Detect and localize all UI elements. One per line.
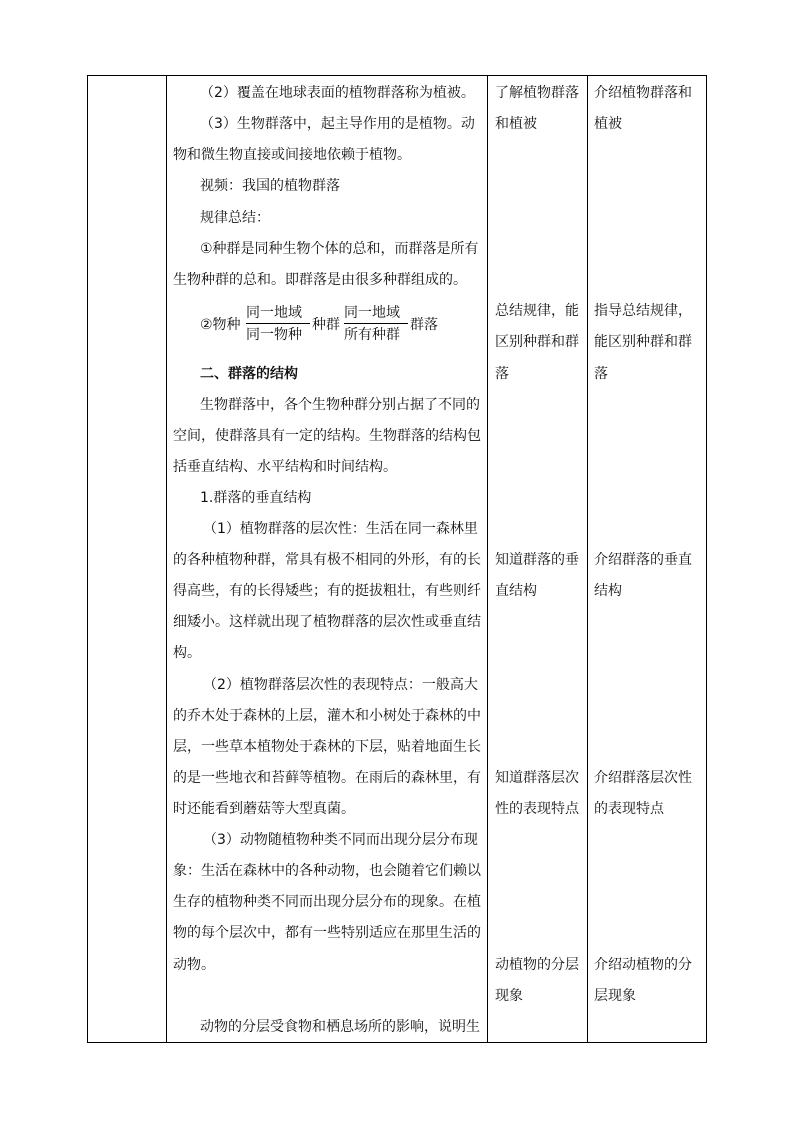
animal-layering-cause: 动物的分层受食物和栖息场所的影响，说明生 <box>200 1019 480 1035</box>
table-bottom-border <box>87 1042 707 1043</box>
formula-suffix: 群落 <box>410 317 438 333</box>
objective-2-line-1: 总结规律，能 <box>495 303 579 319</box>
objective-1-line-1: 了解植物群落 <box>495 85 579 101</box>
activity-3-line-2: 结构 <box>594 583 622 599</box>
activity-2-line-1: 指导总结规律， <box>594 303 692 319</box>
layer-features-line-2: 的乔木处于森林的上层，灌木和小树处于森林的中 <box>173 708 481 724</box>
activity-2-line-3: 落 <box>594 366 608 382</box>
layering-line-1: （1）植物群落的层次性：生活在同一森林里 <box>203 521 478 537</box>
activity-5-line-1: 介绍动植物的分 <box>594 957 692 973</box>
animal-layering-line-4: 物的每个层次中，都有一些特别适应在那里生活的 <box>173 925 481 941</box>
animal-layering-line-5: 动物。 <box>173 957 215 973</box>
summary-label: 规律总结： <box>200 210 270 226</box>
objective-4-line-2: 性的表现特点 <box>495 801 579 817</box>
animal-layering-line-2: 象：生活在森林中的各种动物，也会随着它们赖以 <box>173 863 481 879</box>
structure-intro-line-2: 空间，使群落具有一定的结构。生物群落的结构包 <box>173 428 481 444</box>
objective-5-line-2: 现象 <box>495 988 523 1004</box>
formula-prefix: ②物种 <box>200 317 241 333</box>
formula-fraction-1-bar <box>246 323 310 324</box>
layer-features-line-4: 的是一些地衣和苔藓等植物。在雨后的森林里，有 <box>173 770 481 786</box>
activity-5-line-2: 层现象 <box>594 988 636 1004</box>
table-border-right <box>706 75 707 1043</box>
activity-1-line-1: 介绍植物群落和 <box>594 85 692 101</box>
rule-1-line-2: 生物种群的总和。即群落是由很多种群组成的。 <box>173 272 467 288</box>
activity-2-line-2: 能区别种群和群 <box>594 334 692 350</box>
objective-3-line-2: 直结构 <box>495 583 537 599</box>
formula-fraction-2-bottom: 所有种群 <box>344 327 400 343</box>
structure-intro-line-3: 括垂直结构、水平结构和时间结构。 <box>173 459 397 475</box>
objective-4-line-1: 知道群落层次 <box>495 770 579 786</box>
layering-line-3: 得高些，有的长得矮些；有的挺拔粗壮，有些则纤 <box>173 583 481 599</box>
table-border-left <box>87 75 88 1043</box>
activity-3-line-1: 介绍群落的垂直 <box>594 552 692 568</box>
layer-features-line-5: 时还能看到蘑菇等大型真菌。 <box>173 801 355 817</box>
layer-features-line-3: 层，一些草本植物处于森林的下层，贴着地面生长 <box>173 739 481 755</box>
formula-fraction-1-top: 同一地域 <box>246 305 302 321</box>
activity-4-line-1: 介绍群落层次性 <box>594 770 692 786</box>
paragraph-plants-dominant-cont: 物和微生物直接或间接地依赖于植物。 <box>173 147 411 163</box>
paragraph-plants-dominant: （3）生物群落中，起主导作用的是植物。动 <box>200 116 475 132</box>
objective-1-line-2: 和植被 <box>495 116 537 132</box>
objective-2-line-2: 区别种群和群 <box>495 334 579 350</box>
formula-fraction-2-bar <box>344 323 408 324</box>
objective-3-line-1: 知道群落的垂 <box>495 552 579 568</box>
section-heading: 二、群落的结构 <box>200 366 298 382</box>
rule-1-line-1: ①种群是同种生物个体的总和，而群落是所有 <box>200 241 479 257</box>
layering-line-4: 细矮小。这样就出现了植物群落的层次性或垂直结 <box>173 614 481 630</box>
formula-fraction-1-bottom: 同一物种 <box>246 327 302 343</box>
animal-layering-line-1: （3）动物随植物种类不同而出现分层分布现 <box>203 832 478 848</box>
layering-line-2: 的各种植物种群，常具有极不相同的外形，有的长 <box>173 552 481 568</box>
formula-middle: 种群 <box>312 317 340 333</box>
animal-layering-line-3: 生存的植物种类不同而出现分层分布的现象。在植 <box>173 894 481 910</box>
structure-intro-line-1: 生物群落中，各个生物种群分别占据了不同的 <box>200 397 480 413</box>
table-divider-3 <box>587 75 588 1043</box>
paragraph-vegetation: （2）覆盖在地球表面的植物群落称为植被。 <box>200 85 475 101</box>
layering-line-5: 构。 <box>173 645 201 661</box>
video-label: 视频：我国的植物群落 <box>200 178 340 194</box>
table-divider-1 <box>166 75 167 1043</box>
formula-fraction-2-top: 同一地域 <box>344 305 400 321</box>
objective-2-line-3: 落 <box>495 366 509 382</box>
activity-4-line-2: 的表现特点 <box>594 801 664 817</box>
subheading-vertical-structure: 1.群落的垂直结构 <box>200 490 312 506</box>
objective-5-line-1: 动植物的分层 <box>495 957 579 973</box>
layer-features-line-1: （2）植物群落层次性的表现特点：一般高大 <box>203 677 478 693</box>
table-top-border <box>87 75 707 76</box>
activity-1-line-2: 植被 <box>594 116 622 132</box>
